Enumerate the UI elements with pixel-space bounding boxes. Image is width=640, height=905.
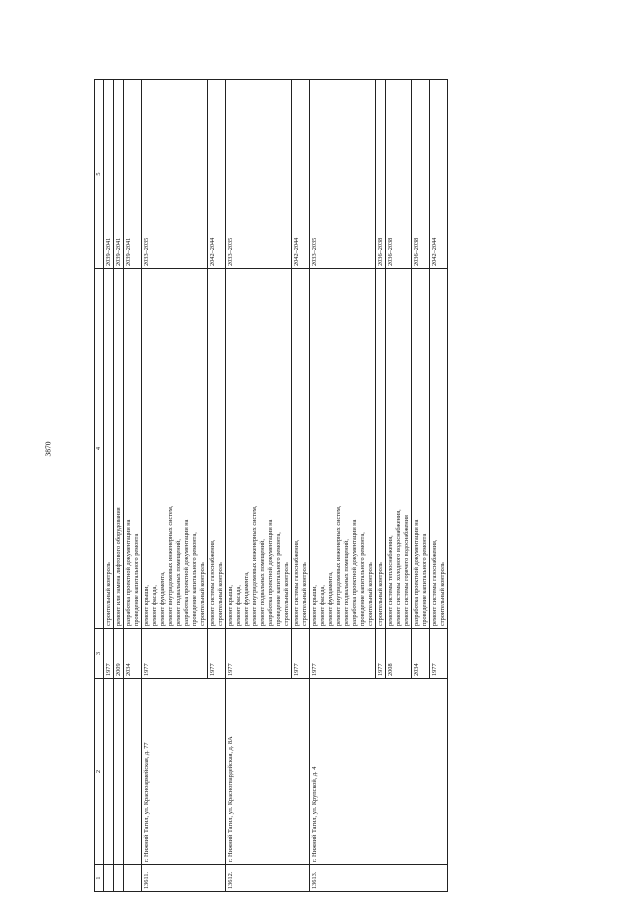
rotated-table-wrapper — [94, 80, 580, 892]
work-item: ремонт крыши, — [142, 584, 150, 626]
work-item: проведение капитального ремонта, — [358, 532, 366, 626]
year-cell: 1977 — [142, 629, 208, 679]
work-item: ремонт системы газоснабжения, — [292, 539, 300, 626]
period-cell: 2039–2041 — [124, 80, 142, 269]
capital-repair-table — [94, 79, 448, 892]
period-cell: 2039–2041 — [104, 80, 114, 269]
works-list — [115, 271, 123, 626]
row-number — [124, 865, 142, 892]
work-item: ремонт системы газоснабжения, — [430, 539, 438, 626]
works-cell — [386, 269, 412, 629]
work-item: проведение капитального ремонта — [132, 533, 140, 626]
work-item: ремонт крыши, — [226, 584, 234, 626]
period-cell: 2042–2044 — [208, 80, 226, 269]
work-item: ремонт подвальных помещений, — [258, 539, 266, 626]
table-row — [142, 80, 208, 892]
works-list — [105, 271, 113, 626]
work-item: проведение капитального ремонта — [420, 533, 428, 626]
year-cell: 1977 — [226, 629, 292, 679]
period-cell: 2036–2038 — [412, 80, 430, 269]
works-list — [209, 271, 225, 626]
year-cell: 2009 — [114, 629, 124, 679]
row-number: 13611. — [142, 865, 226, 892]
works-list — [387, 271, 411, 626]
year-cell: 2008 — [386, 629, 412, 679]
works-list — [431, 271, 447, 626]
work-item: проведение капитального ремонта, — [274, 532, 282, 626]
header-col-4: 4 — [95, 269, 104, 629]
header-col-5: 5 — [95, 80, 104, 269]
year-cell: 1977 — [376, 629, 386, 679]
address-cell — [104, 679, 114, 865]
period-cell: 2033–2035 — [310, 80, 376, 269]
work-item: строительный контроль — [104, 562, 112, 626]
works-cell — [412, 269, 430, 629]
work-item: строительный контроль — [366, 562, 374, 626]
work-item: ремонт системы газоснабжения, — [208, 539, 216, 626]
year-cell: 2034 — [124, 629, 142, 679]
year-cell: 2034 — [412, 629, 430, 679]
row-number — [104, 865, 114, 892]
work-item: строительный контроль — [282, 562, 290, 626]
work-item: ремонт внутридомовых инженерных систем, — [166, 505, 174, 626]
works-list — [143, 271, 207, 626]
period-cell: 2039–2041 — [114, 80, 124, 269]
header-col-3: 3 — [95, 629, 104, 679]
address-cell: г. Нижний Тагил, ул. Крупской, д. 4 — [310, 679, 448, 865]
work-item: ремонт подвальных помещений, — [174, 539, 182, 626]
work-item: проведение капитального ремонта, — [190, 532, 198, 626]
work-item: ремонт фундамента, — [158, 571, 166, 626]
work-item: ремонт системы горячего водоснабжения — [402, 515, 410, 626]
works-list — [125, 271, 141, 626]
works-cell — [292, 269, 310, 629]
table-row — [124, 80, 142, 892]
works-list — [311, 271, 375, 626]
work-item: ремонт фасада, — [234, 585, 242, 626]
table-row — [104, 80, 114, 892]
period-cell: 2042–2044 — [430, 80, 448, 269]
works-cell — [310, 269, 376, 629]
works-list — [377, 271, 385, 626]
table-body — [95, 80, 448, 892]
work-item: строительный контроль — [438, 562, 446, 626]
works-cell — [114, 269, 124, 629]
work-item: разработка проектной документации на — [182, 519, 190, 626]
works-cell — [208, 269, 226, 629]
work-item: разработка проектной документации на — [350, 519, 358, 626]
year-cell: 1977 — [208, 629, 226, 679]
row-number: 13613. — [310, 865, 448, 892]
table-row — [310, 80, 376, 892]
work-item: ремонт системы теплоснабжения, — [386, 535, 394, 626]
work-item: ремонт подвальных помещений, — [342, 539, 350, 626]
table-row — [226, 80, 292, 892]
work-item: строительный контроль — [376, 562, 384, 626]
row-number: 13612. — [226, 865, 310, 892]
address-cell — [124, 679, 142, 865]
address-cell — [114, 679, 124, 865]
period-cell: 2036–2038 — [376, 80, 386, 269]
work-item: ремонт фасада, — [318, 585, 326, 626]
works-list — [227, 271, 291, 626]
works-cell — [226, 269, 292, 629]
year-cell: 1977 — [310, 629, 376, 679]
page-number: 3870 — [43, 441, 53, 457]
period-cell: 2042–2044 — [292, 80, 310, 269]
work-item: ремонт системы холодного водоснабжения, — [394, 509, 402, 626]
works-list — [413, 271, 429, 626]
work-item: разработка проектной документации на — [412, 519, 420, 626]
row-number — [114, 865, 124, 892]
works-cell — [104, 269, 114, 629]
work-item: ремонт крыши, — [310, 584, 318, 626]
work-item: ремонт или замена лифтового оборудования — [114, 507, 122, 626]
year-cell: 1977 — [430, 629, 448, 679]
works-list — [293, 271, 309, 626]
work-item: ремонт фундамента, — [326, 571, 334, 626]
address-cell: г. Нижний Тагил, ул. Красноармейская, д. 77 — [142, 679, 226, 865]
work-item: ремонт фундамента, — [242, 571, 250, 626]
works-cell — [376, 269, 386, 629]
header-col-2: 2 — [95, 679, 104, 865]
works-cell — [124, 269, 142, 629]
work-item: разработка проектной документации на — [124, 519, 132, 626]
works-cell — [142, 269, 208, 629]
works-cell — [430, 269, 448, 629]
work-item: строительный контроль — [300, 562, 308, 626]
year-cell: 1977 — [104, 629, 114, 679]
header-col-1: 1 — [95, 865, 104, 892]
address-cell: г. Нижний Тагил, ул. Красногвардейская, д. 8А — [226, 679, 310, 865]
table-row — [114, 80, 124, 892]
period-cell: 2036–2038 — [386, 80, 412, 269]
work-item: разработка проектной документации на — [266, 519, 274, 626]
work-item: ремонт фасада, — [150, 585, 158, 626]
work-item: строительный контроль — [198, 562, 206, 626]
work-item: строительный контроль — [216, 562, 224, 626]
period-cell: 2033–2035 — [142, 80, 208, 269]
header-row — [95, 80, 104, 892]
work-item: ремонт внутридомовых инженерных систем, — [250, 505, 258, 626]
period-cell: 2033–2035 — [226, 80, 292, 269]
year-cell: 1977 — [292, 629, 310, 679]
work-item: ремонт внутридомовых инженерных систем, — [334, 505, 342, 626]
